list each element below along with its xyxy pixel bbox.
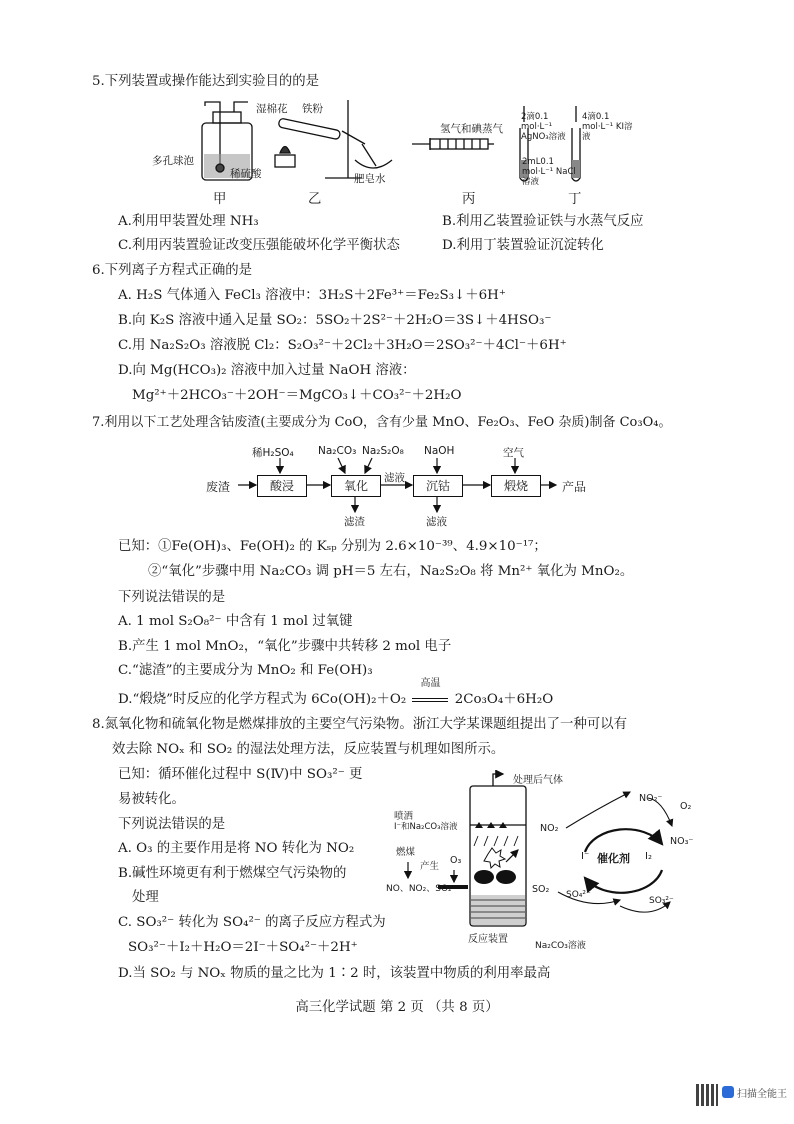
q7-condition-label: 高温 xyxy=(420,678,441,689)
flow-end: 产品 xyxy=(562,480,587,494)
label-no2: NO₂ xyxy=(540,823,559,834)
q8-option-c: C. SO₃²⁻ 转化为 SO₄²⁻ 的离子反应方程式为 xyxy=(118,915,386,930)
q8-option-c-equation: SO₃²⁻＋I₂＋H₂O＝2I⁻＋SO₄²⁻＋2H⁺ xyxy=(128,940,358,955)
label-gases: NO、NO₂、SO₂ xyxy=(386,884,452,894)
label-i2: I₂ xyxy=(645,851,652,862)
q6-option-a: A. H₂S 气体通入 FeCl₃ 溶液中：3H₂S＋2Fe³⁺＝Fe₂S₃↓＋6H⁺ xyxy=(118,288,506,303)
label-tiefen: 铁粉 xyxy=(302,103,323,115)
caption-ding: 丁 xyxy=(568,192,582,207)
q7-option-d-right: 2Co₃O₄＋6H₂O xyxy=(454,692,554,707)
reagent-na2s2o8: Na₂S₂O₈ xyxy=(362,445,404,457)
flow-residue: 滤渣 xyxy=(344,516,365,528)
label-no2-minus: NO₂⁻ xyxy=(639,793,663,804)
q6-option-b: B.向 K₂S 溶液中通入足量 SO₂：5SO₂＋2S²⁻＋2H₂O＝3S↓＋4HSO₃⁻ xyxy=(118,313,552,328)
label-nacl: 2mL0.1 mol·L⁻¹ NaCl溶液 xyxy=(522,157,576,187)
label-so2: SO₂ xyxy=(532,884,550,895)
label-o3: O₃ xyxy=(450,855,462,866)
label-no3-minus: NO₃⁻ xyxy=(670,836,694,847)
label-ki: 4滴0.1 mol·L⁻¹ KI溶液 xyxy=(582,112,633,142)
q6-option-c: C.用 Na₂S₂O₃ 溶液脱 Cl₂：S₂O₃²⁻＋2Cl₂＋3H₂O＝2SO₃²⁻＋4Cl⁻＋6H⁺ xyxy=(118,338,567,353)
q7-option-c: C.“滤渣”的主要成分为 MnO₂ 和 Fe(OH)₃ xyxy=(118,663,373,678)
label-na2co3-solution: Na₂CO₃溶液 xyxy=(535,941,586,951)
label-reactor: 反应装置 xyxy=(468,934,508,945)
label-feizaoshui: 肥皂水 xyxy=(354,173,386,185)
q7-ask: 下列说法错误的是 xyxy=(118,590,226,605)
flow-step-yanghua: 氧化 xyxy=(331,475,381,497)
label-o2: O₂ xyxy=(680,801,692,812)
label-qingqi: 氢气和碘蒸气 xyxy=(440,123,503,135)
q6-stem: 6.下列离子方程式正确的是 xyxy=(92,263,253,278)
label-spray: 喷洒 xyxy=(394,811,414,822)
label-duokong: 多孔球泡 xyxy=(152,155,194,167)
apparatus-yi xyxy=(275,100,392,178)
qr-code-icon xyxy=(696,1084,718,1106)
label-so4: SO₄²⁻ xyxy=(566,890,591,900)
flow-step-duanshao: 煅烧 xyxy=(491,475,541,497)
q8-known-2: 易被转化。 xyxy=(118,792,185,807)
page-footer: 高三化学试题 第 2 页 （共 8 页） xyxy=(295,1000,499,1015)
flow-filtrate-2: 滤液 xyxy=(426,516,447,528)
q6-option-d: D.向 Mg(HCO₃)₂ 溶液中加入过量 NaOH 溶液： xyxy=(118,363,416,378)
flow-step-suanjin: 酸浸 xyxy=(257,475,307,497)
label-coal: 燃煤 xyxy=(396,847,416,858)
q8-stem-line1: 8.氮氧化物和硫氧化物是燃煤排放的主要空气污染物。浙江大学某课题组提出了一种可以有 xyxy=(92,717,628,732)
q8-stem-line2: 效去除 NOₓ 和 SO₂ 的湿法处理方法，反应装置与机理如图所示。 xyxy=(112,742,505,757)
flow-filtrate: 滤液 xyxy=(384,472,405,484)
apparatus-bing xyxy=(412,138,494,150)
q6-option-d-equation: Mg²⁺＋2HCO₃⁻＋2OH⁻＝MgCO₃↓＋CO₃²⁻＋2H₂O xyxy=(132,388,462,403)
label-shimianhua: 湿棉花 xyxy=(256,103,288,115)
q8-option-b-cont: 处理 xyxy=(132,890,159,905)
caption-jia: 甲 xyxy=(213,192,227,207)
q5-stem: 5.下列装置或操作能达到实验目的的是 xyxy=(92,74,320,89)
q7-known-1: 已知：①Fe(OH)₃、Fe(OH)₂ 的 Kₛₚ 分别为 2.6×10⁻³⁹、4.9×10⁻¹⁷； xyxy=(118,539,547,554)
reagent-naoh: NaOH xyxy=(424,445,455,457)
caption-bing: 丙 xyxy=(462,192,476,207)
q7-option-d-left: D.“煅烧”时反应的化学方程式为 6Co(OH)₂＋O₂ xyxy=(118,692,407,707)
q5-option-c: C.利用丙装置验证改变压强能破坏化学平衡状态 xyxy=(118,238,400,253)
q8-option-b: B.碱性环境更有利于燃煤空气污染物的 xyxy=(118,866,347,881)
reagent-na2co3: Na₂CO₃ xyxy=(318,445,357,457)
label-so3: SO₃²⁻ xyxy=(649,896,674,906)
q8-known-1: 已知：循环催化过程中 S(Ⅳ)中 SO₃²⁻ 更 xyxy=(118,767,363,782)
reagent-air: 空气 xyxy=(503,447,524,459)
q7-known-2: ②“氧化”步骤中用 Na₂CO₃ 调 pH＝5 左右，Na₂S₂O₈ 将 Mn²⁺ 氧化为 MnO₂。 xyxy=(148,564,634,579)
caption-yi: 乙 xyxy=(308,192,322,207)
label-i-minus: I⁻ xyxy=(581,851,590,862)
watermark-text: 扫描全能王 xyxy=(737,1089,787,1100)
q7-stem: 7.利用以下工艺处理含钴废渣(主要成分为 CoO，含有少量 MnO、Fe₂O₃、FeO 杂质)制备 Co₃O₄。 xyxy=(92,415,672,430)
label-agno3: 2滴0.1 mol·L⁻¹ AgNO₃溶液 xyxy=(521,112,566,142)
q7-option-d xyxy=(118,678,554,710)
q8-option-d: D.当 SO₂ 与 NOₓ 物质的量之比为 1∶2 时，该装置中物质的利用率最高 xyxy=(118,966,551,981)
label-catalyst: 催化剂 xyxy=(597,852,630,865)
label-xiliusuan: 稀硫酸 xyxy=(230,168,262,180)
reagent-h2so4: 稀H₂SO₄ xyxy=(252,447,294,459)
flow-step-chengu: 沉钴 xyxy=(413,475,463,497)
q5-option-b: B.利用乙装置验证铁与水蒸气反应 xyxy=(442,214,644,229)
label-treated-gas: 处理后气体 xyxy=(513,775,563,786)
label-spray-solution: I⁻和Na₂CO₃溶液 xyxy=(394,822,458,832)
label-produce: 产生 xyxy=(420,861,440,872)
scanner-logo-icon xyxy=(722,1086,734,1098)
q5-option-a: A.利用甲装置处理 NH₃ xyxy=(118,214,259,229)
flow-start: 废渣 xyxy=(206,480,231,494)
q5-option-d: D.利用丁装置验证沉淀转化 xyxy=(442,238,604,253)
q7-option-a: A. 1 mol S₂O₈²⁻ 中含有 1 mol 过氧键 xyxy=(118,614,353,629)
q7-reaction-arrow xyxy=(410,678,450,710)
q7-option-b: B.产生 1 mol MnO₂，“氧化”步骤中共转移 2 mol 电子 xyxy=(118,639,452,654)
q8-option-a: A. O₃ 的主要作用是将 NO 转化为 NO₂ xyxy=(118,841,355,856)
q8-ask: 下列说法错误的是 xyxy=(118,817,226,832)
